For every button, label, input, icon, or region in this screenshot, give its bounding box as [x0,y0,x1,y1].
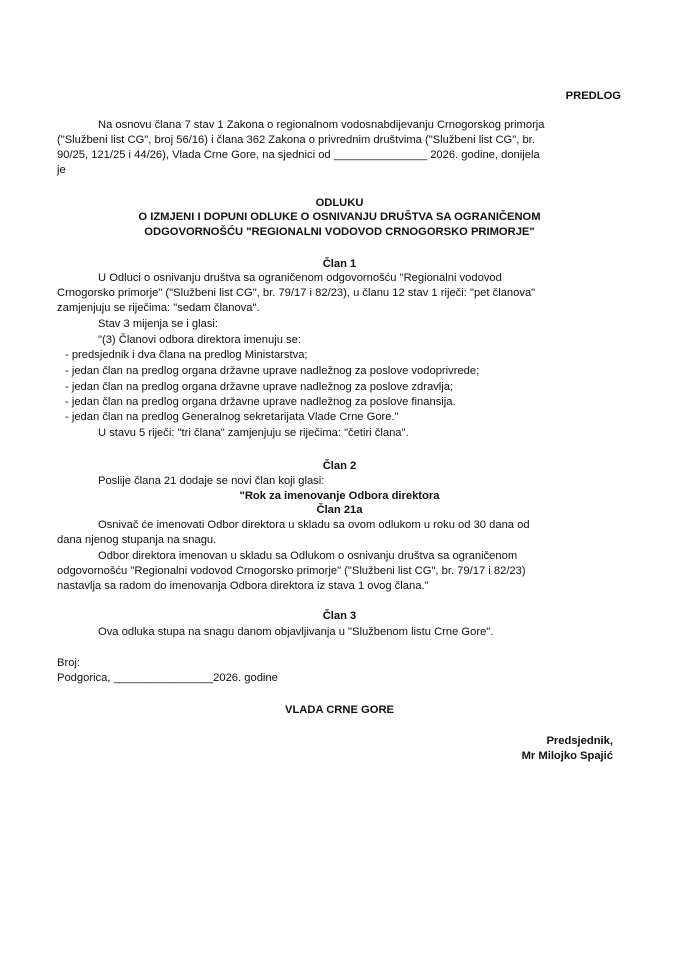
preamble-line-3: 90/25, 121/25 i 44/26), Vlada Crne Gore, na sjednici od _______________ 2026. godine, donijela [57,149,540,161]
clan-1-heading: Član 1 [322,258,357,270]
list-item: - jedan član na predlog organa državne uprave nadležnog za poslove vodoprivrede; [65,365,480,377]
list-item: - jedan član na predlog organa državne uprave nadležnog za poslove finansija. [65,396,456,408]
clan-3-text: Ova odluka stupa na snagu danom objavljivanja u "Službenom listu Crne Gore". [98,626,494,638]
clan-21a-heading: Član 21a [316,504,363,516]
place-date: Podgorica, ________________2026. godine [57,672,278,684]
broj-label: Broj: [57,657,81,669]
clan-21a-text-line: Odbor direktora imenovan u skladu sa Odlukom o osnivanju društva sa ograničenom [98,550,518,562]
clan-21a-text-line: nastavlja sa radom do imenovanja Odbora direktora iz stava 1 ovog člana." [57,580,429,592]
clan-1-stav-3-intro: Stav 3 mijenja se i glasi: [98,318,219,330]
preamble-line-1: Na osnovu člana 7 stav 1 Zakona o regionalnom vodosnabdijevanju Crnogorskog primorja [98,119,545,131]
clan-2-intro: Poslije člana 21 dodaje se novi član koji glasi: [98,475,325,487]
decision-title: ODLUKU [315,197,364,209]
clan-3-heading: Član 3 [322,610,357,622]
decision-subtitle-1: O IZMJENI I DOPUNI ODLUKE O OSNIVANJU DRUŠTVA SA OGRANIČENOM [138,211,541,223]
signer-name: Mr Milojko Spajić [521,750,613,762]
signer-title: Predsjednik, [546,735,613,747]
preamble-line-2: ("Službeni list CG", broj 56/16) i člana 362 Zakona o privrednim društvima ("Službeni list CG", br. [57,134,535,146]
list-item: - predsjednik i dva člana na predlog Ministarstva; [65,349,308,361]
clan-1-stav-5: U stavu 5 riječi: "tri člana" zamjenjuju se riječima: "četiri člana". [98,427,409,439]
list-item: - jedan član na predlog Generalnog sekretarijata Vlade Crne Gore." [65,411,399,423]
clan-1-quote-start: "(3) Članovi odbora direktora imenuju se: [98,334,301,346]
clan-21a-title: "Rok za imenovanje Odbora direktora [239,490,440,502]
clan-21a-text-line: dana njenog stupanja na snagu. [57,534,217,546]
clan-1-text-line: zamjenjuju se riječima: "sedam članova". [57,302,260,314]
decision-subtitle-2: ODGOVORNOŠĆU "REGIONALNI VODOVOD CRNOGORSKO PRIMORJE" [144,226,535,238]
preamble-line-4: je [57,164,66,176]
clan-1-text-line: Crnogorsko primorje" ("Službeni list CG", br. 79/17 i 82/23), u članu 12 stav 1 riječi: "pet članova" [57,287,536,299]
clan-21a-text-line: odgovornošću "Regionalni vodovod Crnogorsko primorje" ("Službeni list CG", br. 79/17 i 82/23) [57,565,526,577]
predlog-label: PREDLOG [565,90,621,102]
clan-21a-text-line: Osnivač će imenovati Odbor direktora u skladu sa ovom odlukom u roku od 30 dana od [98,519,530,531]
government-name: VLADA CRNE GORE [285,704,394,716]
clan-1-text-line: U Odluci o osnivanju društva sa ograničenom odgovornošću "Regionalni vodovod [98,272,502,284]
clan-2-heading: Član 2 [322,460,357,472]
list-item: - jedan član na predlog organa državne uprave nadležnog za poslove zdravlja; [65,381,454,393]
